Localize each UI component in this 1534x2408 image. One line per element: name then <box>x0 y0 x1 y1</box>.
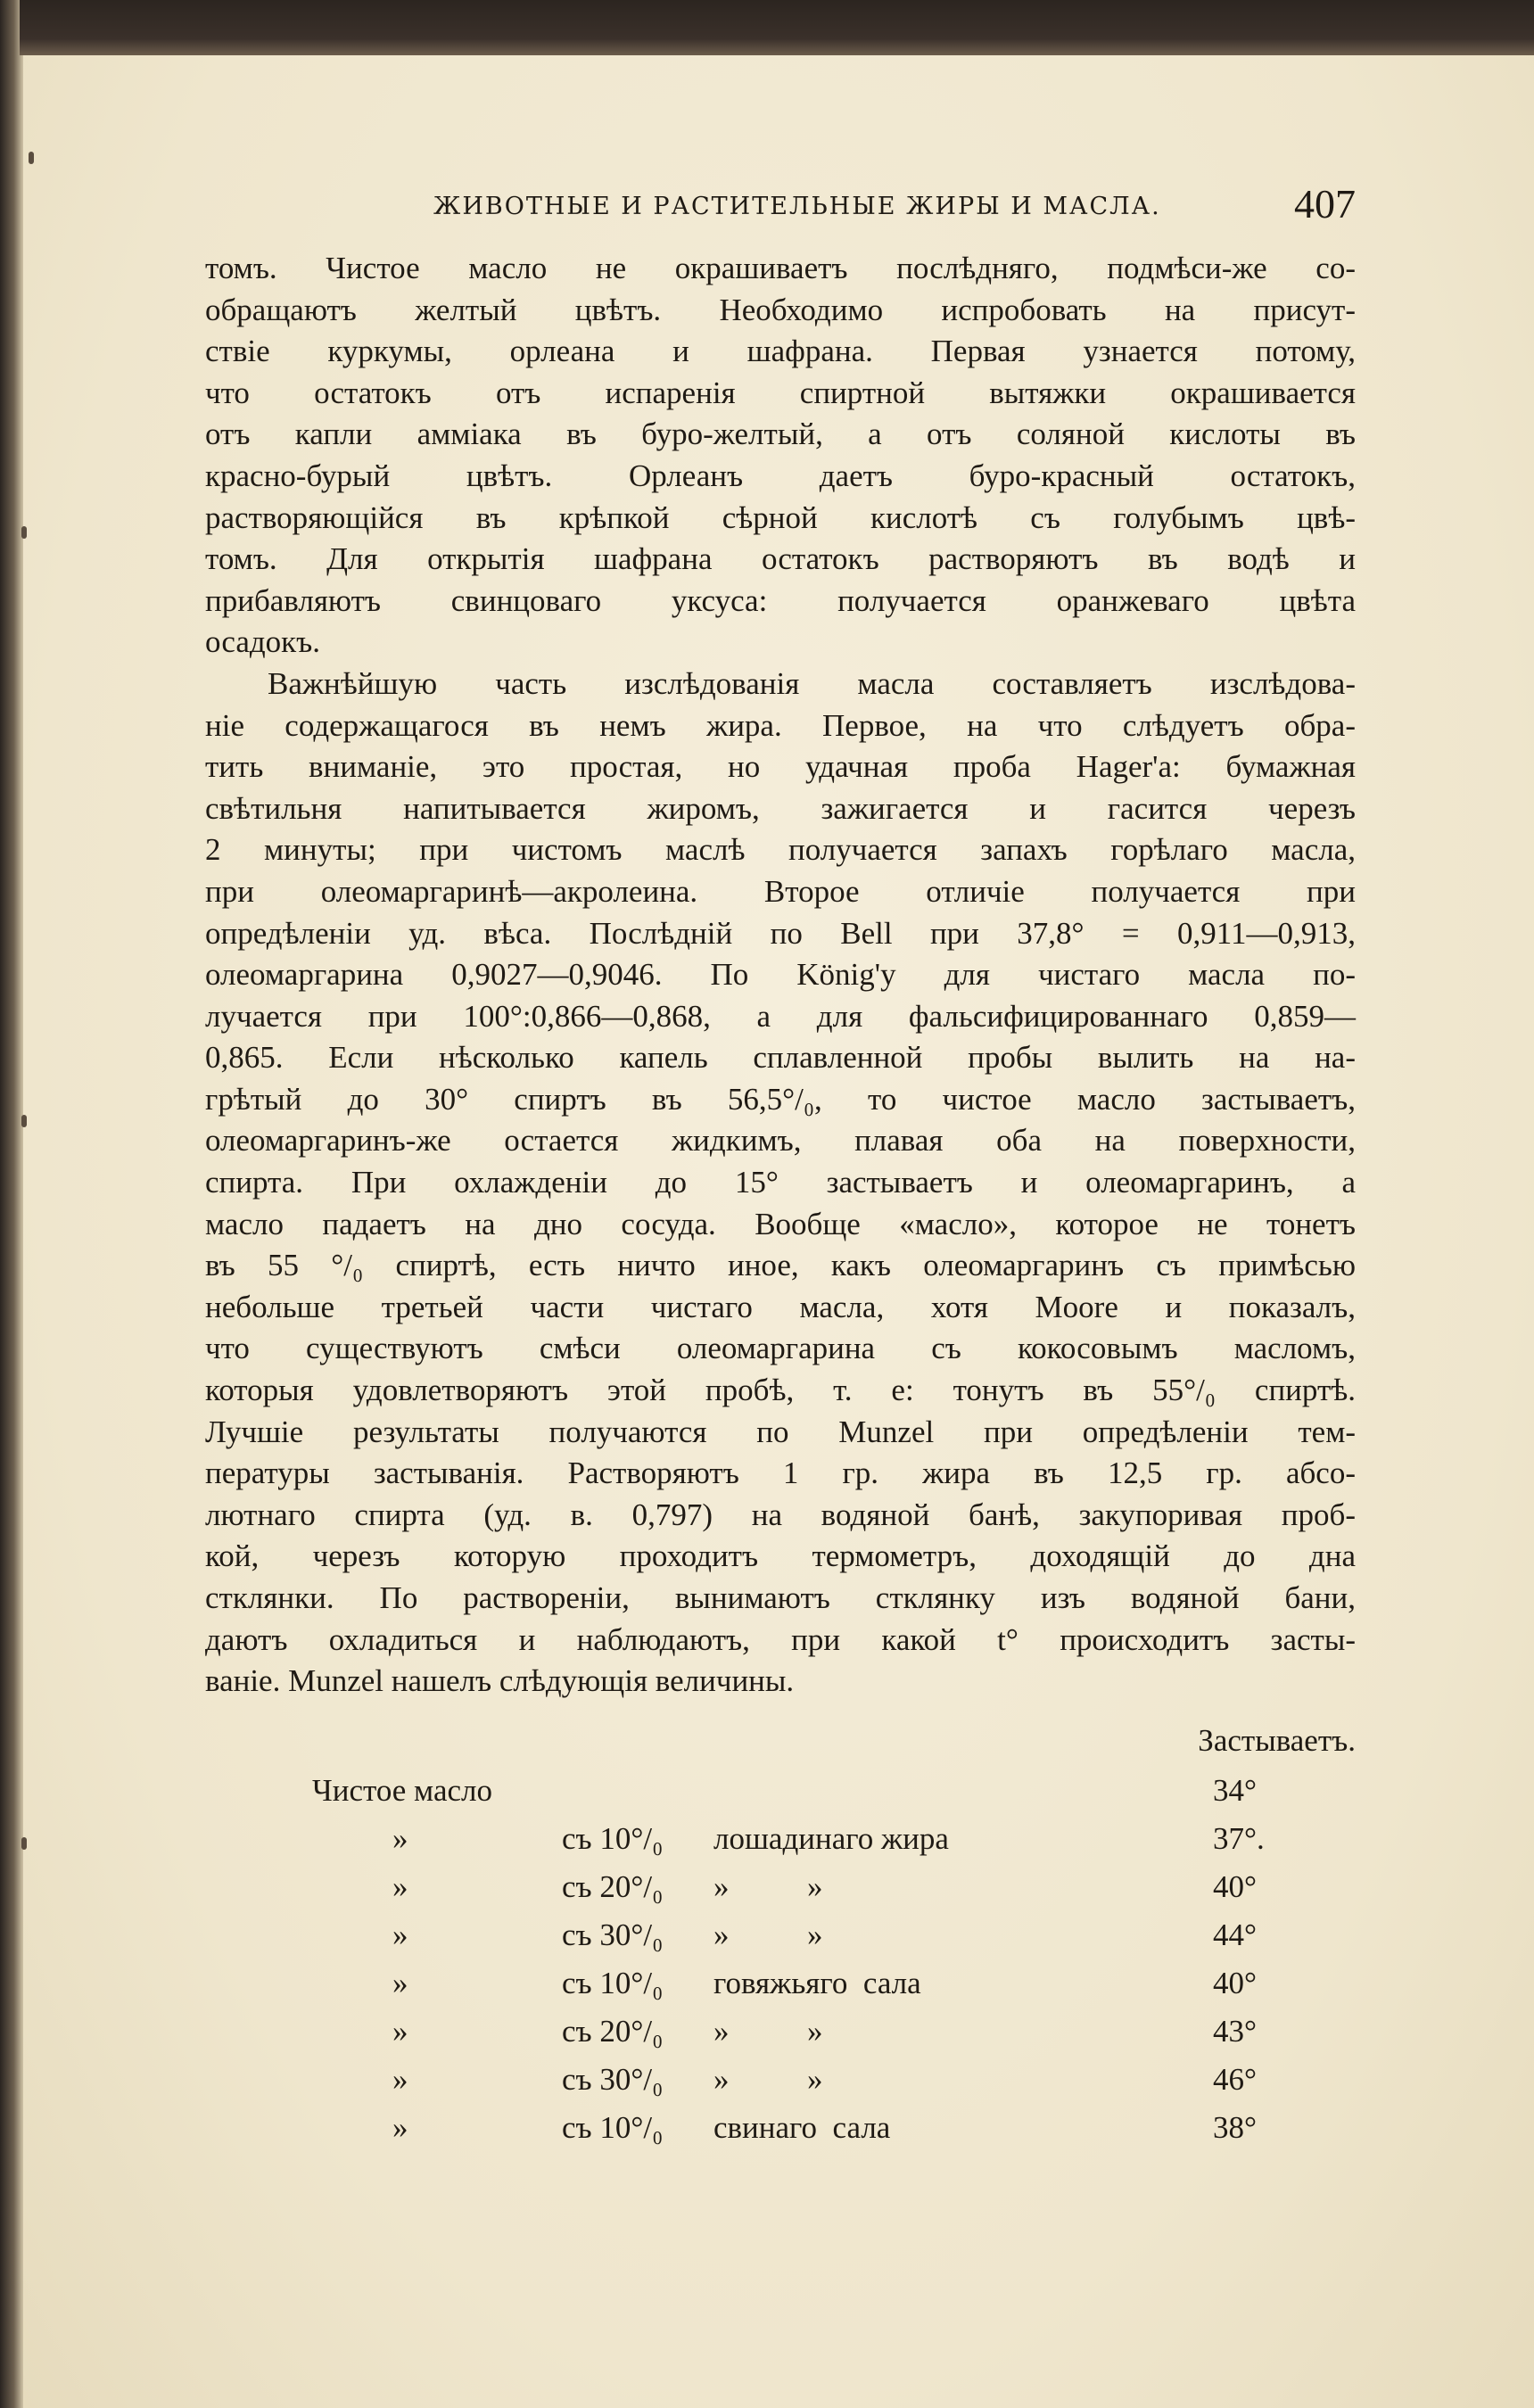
table-cell-value: 37°. <box>1213 1821 1265 1856</box>
body-text <box>205 248 1356 1703</box>
text-line: обращаютъ желтый цвѣтъ. Необходимо испробовать на присут- <box>205 292 1356 327</box>
table-cell-value: 40° <box>1213 1869 1257 1904</box>
text-line: томъ. Для открытія шафрана остатокъ растворяютъ въ водѣ и <box>205 541 1356 577</box>
table-cell-with: съ 30°/₀ <box>562 2062 664 2097</box>
table-row <box>205 1869 1356 1916</box>
edge-mark <box>21 1115 27 1127</box>
text-line: прибавляютъ свинцоваго уксуса: получается оранжеваго цвѣта <box>205 582 1356 618</box>
book-binding-top <box>20 0 1534 55</box>
table-cell-value: 43° <box>1213 2014 1257 2049</box>
table-cell-sub: » » <box>713 1869 823 1904</box>
text-line: 2 минуты; при чистомъ маслѣ получается запахъ горѣлаго масла, <box>205 832 1356 868</box>
table-row <box>205 1773 1356 1819</box>
text-line: опредѣленіи уд. вѣса. Послѣдній по Bell при 37,8° = 0,911—0,913, <box>205 915 1356 951</box>
text-line: свѣтильня напитывается жиромъ, зажигается и гасится черезъ <box>205 790 1356 826</box>
running-head <box>205 178 1356 232</box>
edge-mark <box>21 526 27 539</box>
table-row <box>205 2062 1356 2108</box>
table-row <box>205 1966 1356 2012</box>
paragraph <box>205 248 1356 664</box>
text-line: ствіе куркумы, орлеана и шафрана. Первая узнается потому, <box>205 334 1356 369</box>
text-line: 0,865. Если нѣсколько капель сплавленной пробы вылить на на- <box>205 1040 1356 1076</box>
table-cell-ditto: » <box>392 1821 408 1856</box>
table-cell-label: Чистое масло <box>312 1773 493 1808</box>
table-cell-with: съ 20°/₀ <box>562 1869 664 1904</box>
text-line: лютнаго спирта (уд. в. 0,797) на водяной банѣ, закупоривая проб- <box>205 1497 1356 1532</box>
table-cell-ditto: » <box>392 1917 408 1952</box>
table-cell-sub: » » <box>713 2062 823 2097</box>
table-cell-ditto: » <box>392 2062 408 2097</box>
table-row <box>205 1821 1356 1868</box>
text-line: стклянки. По растворенiи, вынимаютъ стклянку изъ водяной бани, <box>205 1580 1356 1615</box>
table-cell-value: 34° <box>1213 1773 1257 1808</box>
table-cell-with: съ 20°/₀ <box>562 2014 664 2049</box>
table-cell-with: съ 10°/₀ <box>562 1966 664 2000</box>
text-line: тить вниманіе, это простая, но удачная проба Hager'a: бумажная <box>205 749 1356 785</box>
table-cell-value: 44° <box>1213 1917 1257 1952</box>
table-row <box>205 1917 1356 1964</box>
text-line: томъ. Чистое масло не окрашиваетъ послѣдняго, подмѣси-же со- <box>205 251 1356 285</box>
text-line: при олеомаргаринѣ—акролеина. Второе отличіе получается при <box>205 873 1356 909</box>
table-cell-sub: свинаго сала <box>713 2110 891 2145</box>
paragraph <box>205 664 1356 1703</box>
table-cell-with: съ 10°/₀ <box>562 2110 664 2145</box>
table-cell-sub: » » <box>713 1917 823 1952</box>
table-cell-with: съ 10°/₀ <box>562 1821 664 1856</box>
edge-mark <box>21 1837 27 1850</box>
edge-mark <box>29 152 34 164</box>
text-line: Важнѣйшую часть изслѣдованія масла составляетъ изслѣдова- <box>268 665 1356 701</box>
text-line: осадокъ. <box>205 624 321 660</box>
table-row <box>205 2110 1356 2156</box>
table-row <box>205 2014 1356 2060</box>
text-line: спирта. При охлажденіи до 15° застываетъ и олеомаргаринъ, а <box>205 1165 1356 1200</box>
text-line: что остатокъ отъ испаренія спиртной вытяжки окрашивается <box>205 375 1356 410</box>
table-cell-ditto: » <box>392 2110 408 2145</box>
text-line: ніе содержащагося въ немъ жира. Первое, на что слѣдуетъ обра- <box>205 707 1356 743</box>
text-line: отъ капли амміака въ буро-желтый, а отъ соляной кислоты въ <box>205 416 1356 452</box>
table-cell-value: 38° <box>1213 2110 1257 2145</box>
text-line: олеомаргаринъ-же остается жидкимъ, плавая оба на поверхности, <box>205 1123 1356 1159</box>
text-line: растворяющійся въ крѣпкой сѣрной кислотѣ съ голубымъ цвѣ- <box>205 499 1356 535</box>
table-cell-sub: лошадинаго жира <box>713 1821 949 1856</box>
book-binding-left <box>0 0 23 2408</box>
solidification-table <box>205 1723 1356 2169</box>
text-line: въ 55 °/₀ спиртѣ, есть ничто иное, какъ олеомаргаринъ съ примѣсью <box>205 1248 1356 1283</box>
table-cell-ditto: » <box>392 2014 408 2049</box>
table-cell-value: 46° <box>1213 2062 1257 2097</box>
text-line: масло падаетъ на дно сосуда. Вообще «масло», которое не тонетъ <box>205 1206 1356 1241</box>
table-cell-ditto: » <box>392 1869 408 1904</box>
text-line: даютъ охладиться и наблюдаютъ, при какой t° происходитъ засты- <box>205 1621 1356 1657</box>
text-line: небольше третьей части чистаго масла, хотя Moore и показалъ, <box>205 1289 1356 1324</box>
text-line: Лучшіе результаты получаются по Munzel при опредѣленіи тем- <box>205 1414 1356 1449</box>
table-cell-sub: » » <box>713 2014 823 2049</box>
table-cell-with: съ 30°/₀ <box>562 1917 664 1952</box>
page-title: ЖИВОТНЫЕ И РАСТИТЕЛЬНЫЕ ЖИРЫ И МАСЛА. <box>433 193 1161 220</box>
table-cell-value: 40° <box>1213 1966 1257 2000</box>
text-line: кой, черезъ которую проходитъ термометръ, доходящій до дна <box>205 1538 1356 1574</box>
text-line: лучается при 100°:0,866—0,868, а для фальсифицированнаго 0,859— <box>205 998 1356 1034</box>
table-cell-sub: говяжьяго сала <box>713 1966 921 2000</box>
page-number: 407 <box>1294 181 1356 227</box>
text-line: которыя удовлетворяютъ этой пробѣ, т. е: тонутъ въ 55°/₀ спиртѣ. <box>205 1373 1356 1408</box>
table-cell-ditto: » <box>392 1966 408 2000</box>
text-line: грѣтый до 30° спиртъ въ 56,5°/₀, то чистое масло застываетъ, <box>205 1081 1356 1117</box>
table-header: Застываетъ. <box>1198 1723 1356 1758</box>
text-line: ваніе. Munzel нашелъ слѣдующія величины. <box>205 1663 795 1699</box>
text-line: что существуютъ смѣси олеомаргарина съ кокосовымъ масломъ, <box>205 1331 1356 1366</box>
text-line: пературы застыванія. Растворяютъ 1 гр. жира въ 12,5 гр. абсо- <box>205 1456 1356 1491</box>
text-line: олеомаргарина 0,9027—0,9046. По König'у для чистаго масла по- <box>205 957 1356 993</box>
text-line: красно-бурый цвѣтъ. Орлеанъ даетъ буро-красный остатокъ, <box>205 458 1356 493</box>
